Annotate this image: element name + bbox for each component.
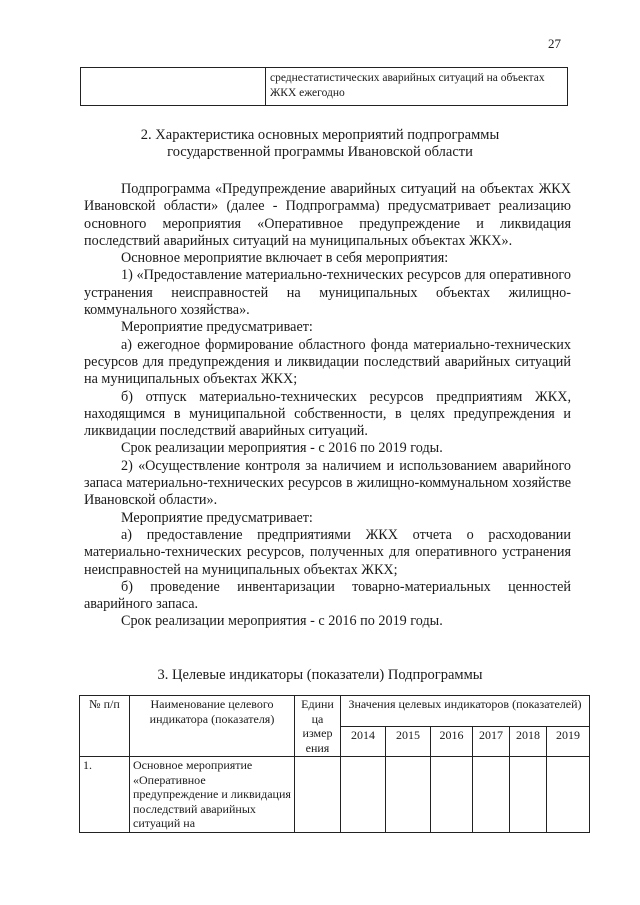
paragraph: б) проведение инвентаризации товарно-материальных ценностей аварийного запаса. (84, 578, 571, 613)
section-2-heading (0, 127, 640, 161)
paragraph: Основное мероприятие включает в себя мероприятия: (121, 250, 449, 267)
paragraph: а) предоставление предприятиями ЖКХ отчета о расходовании материально-технических ресурсов, полученных для оперативного устранения неисправностей на муниципальных объектах ЖКХ; (84, 526, 571, 578)
paragraph: Срок реализации мероприятия - с 2016 по 2019 годы. (121, 613, 443, 630)
row-num: 1. (80, 757, 130, 833)
paragraph: а) ежегодное формирование областного фонда материально-технических ресурсов для предупреждения и ликвидации последствий аварийных ситуаций на муниципальных объектах ЖКХ; (84, 336, 571, 388)
paragraph: 2) «Осуществление контроля за наличием и использованием аварийного запаса материально-технических ресурсов в жилищно-коммунальном хозяйстве Ивановской области». (84, 457, 571, 509)
continued-table (80, 67, 568, 106)
year-cell: 2017 (473, 726, 510, 757)
page-number: 27 (548, 36, 561, 51)
year-cell: 2014 (341, 726, 386, 757)
table-row (80, 757, 590, 833)
section-2-heading-line-2: государственной программы Ивановской области (167, 144, 473, 160)
paragraph: Подпрограмма «Предупреждение аварийных ситуаций на объектах ЖКХ Ивановской области» (далее - Подпрограмма) предусматривает реализацию основного мероприятия «Оперативное предупреждение и ликвидация последствий аварийных ситуаций на муниципальных объектах ЖКХ». (84, 181, 571, 249)
continued-table-cell: среднестатистических аварийных ситуаций на объектах ЖКХ ежегодно (270, 72, 545, 99)
header-unit: Едини ца измер ения (295, 696, 341, 757)
row-value (386, 757, 431, 833)
section-3-heading: 3. Целевые индикаторы (показатели) Подпрограммы (157, 667, 483, 683)
row-value (473, 757, 510, 833)
row-name: Основное мероприятие «Оперативное предупреждение и ликвидация последствий аварийных ситуаций на (130, 757, 295, 833)
year-cell: 2019 (547, 726, 590, 757)
row-value (510, 757, 547, 833)
row-value (431, 757, 473, 833)
header-name: Наименование целевого индикатора (показателя) (130, 696, 295, 757)
continued-table-empty-cell (81, 68, 266, 105)
indicator-table (79, 695, 590, 833)
paragraph: 1) «Предоставление материально-технических ресурсов для оперативного устранения неисправностей на муниципальных объектах жилищно-коммунального хозяйства». (84, 267, 571, 319)
header-num: № п/п (80, 696, 130, 757)
row-value (547, 757, 590, 833)
year-cell: 2018 (510, 726, 547, 757)
header-values: Значения целевых индикаторов (показателей) (341, 696, 590, 727)
row-unit (295, 757, 341, 833)
paragraph: б) отпуск материально-технических ресурсов предприятиям ЖКХ, находящимся в муниципальной собственности, в целях предупреждения и ликвидации последствий аварийных ситуаций. (84, 388, 571, 440)
paragraph: Мероприятие предусматривает: (121, 319, 313, 336)
section-2-body (84, 181, 571, 631)
section-2-heading-line-1: 2. Характеристика основных мероприятий подпрограммы (140, 127, 500, 143)
year-cell: 2015 (386, 726, 431, 757)
table-header-row (80, 696, 590, 727)
paragraph: Мероприятие предусматривает: (121, 509, 313, 526)
row-value (341, 757, 386, 833)
year-cell: 2016 (431, 726, 473, 757)
paragraph: Срок реализации мероприятия - с 2016 по 2019 годы. (121, 440, 443, 457)
